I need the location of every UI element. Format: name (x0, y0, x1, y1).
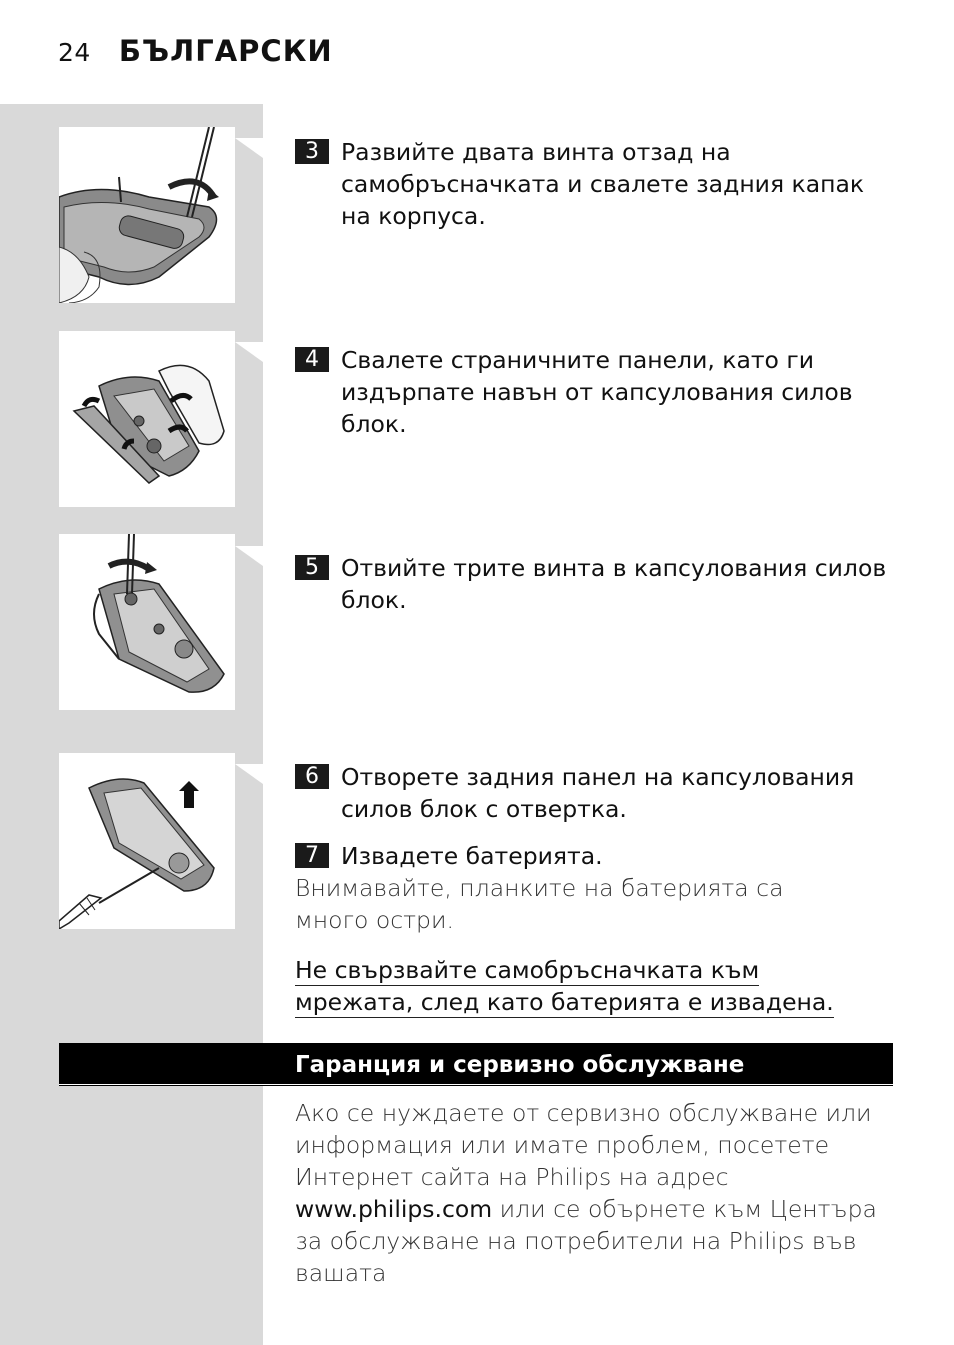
battery-note: Внимавайте, планките на батерията са много остри. (295, 874, 784, 934)
step-5 (295, 552, 895, 616)
step-number: 5 (295, 555, 329, 580)
shaver-back-cover-screws-icon (59, 127, 235, 303)
step-number: 6 (295, 764, 329, 789)
body-text-start: Ако се нуждаете от сервизно обслужване или информация или имате проблем, посетете Интернет сайта на Philips на адрес (295, 1099, 872, 1191)
step-number: 4 (295, 347, 329, 372)
warning-underlined: Не свързвайте самобръсначката към мрежата, след като батерията е извадена. (295, 956, 834, 1016)
step-text: Развийте двата винта отзад на самобръсначката и свалете задния капак на корпуса. (341, 138, 865, 230)
step-text: Свалете страничните панели, като ги издърпате навън от капсулования силов блок. (341, 346, 853, 438)
step-3 (295, 136, 895, 232)
philips-website-link[interactable]: www.philips.com (295, 1195, 493, 1223)
side-panels-removal-icon (59, 331, 235, 507)
step-4 (295, 344, 895, 440)
warning-text (295, 954, 875, 1018)
step-text: Отворете задния панел на капсулования силов блок с отвертка. (341, 763, 855, 823)
pointer-arrow (235, 138, 263, 158)
section-body (295, 1097, 905, 1289)
step-text: Извадете батерията. (341, 842, 603, 870)
step-6 (295, 761, 895, 825)
section-heading-bar (59, 1043, 893, 1086)
step-number: 3 (295, 139, 329, 164)
pointer-arrow (235, 764, 263, 784)
screwdriver-open-panel-icon (59, 753, 235, 929)
pointer-arrow (235, 546, 263, 566)
page-number: 24 (58, 38, 91, 67)
page-header (58, 34, 333, 74)
power-unit-screws-icon (59, 534, 235, 710)
section-title: Гаранция и сервизно обслужване (295, 1052, 745, 1078)
language-title: БЪЛГАРСКИ (118, 34, 333, 68)
step-text: Отвийте трите винта в капсулования силов блок. (341, 554, 887, 614)
pointer-arrow (235, 342, 263, 362)
step-number: 7 (295, 843, 329, 868)
body-text-end: или се обърнете към Центъра за обслужване на потребители на Philips във вашата (295, 1195, 877, 1287)
step-7 (295, 840, 895, 872)
